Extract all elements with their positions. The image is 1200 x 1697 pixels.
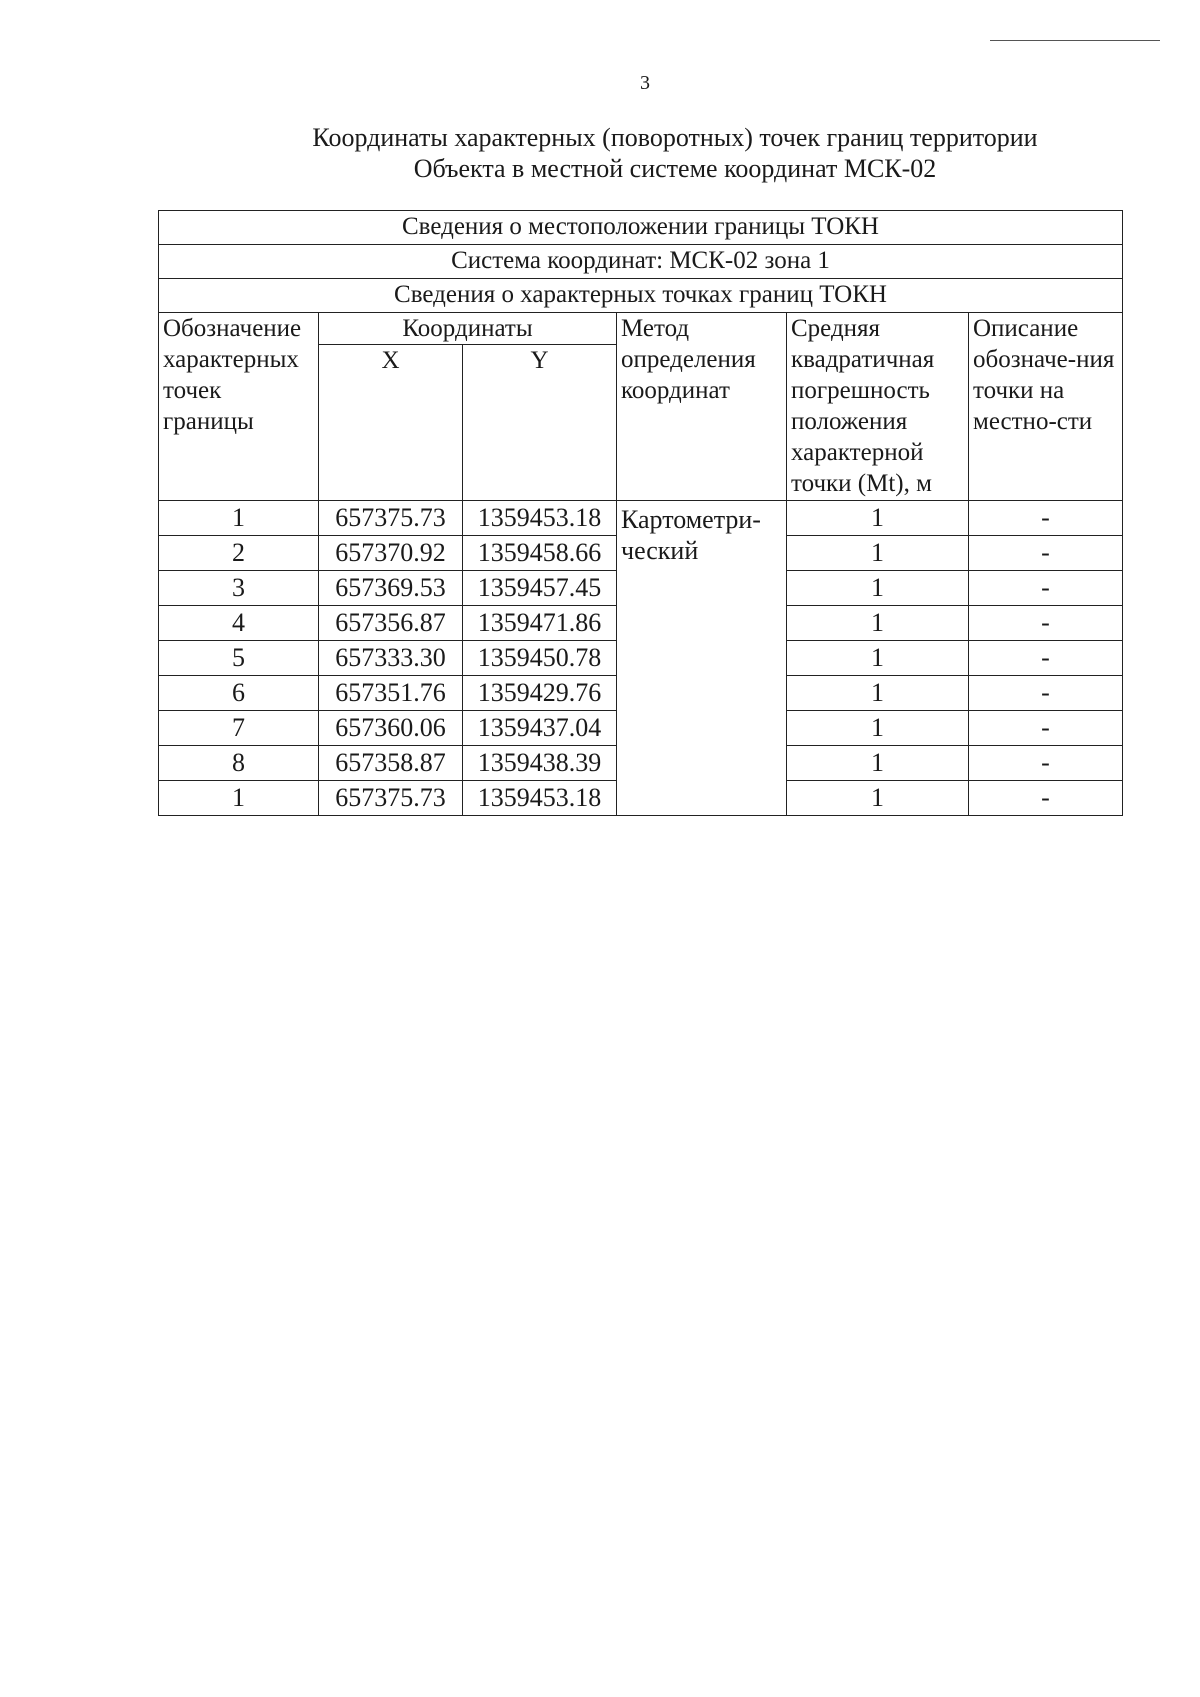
cell-x: 657369.53 [319, 571, 463, 606]
section-title: Сведения о местоположении границы ТОКН [159, 211, 1123, 245]
cell-description: - [969, 746, 1123, 781]
coordinates-table [158, 210, 1123, 816]
cell-x: 657333.30 [319, 641, 463, 676]
header-error: Средняя квадратичная погрешность положения характерной точки (Mt), м [787, 313, 969, 501]
header-description: Описание обозначе-ния точки на местно-сти [969, 313, 1123, 501]
header-designation: Обозначение характерных точек границы [159, 313, 319, 501]
cell-x: 657360.06 [319, 711, 463, 746]
cell-description: - [969, 571, 1123, 606]
cell-error: 1 [787, 746, 969, 781]
cell-y: 1359471.86 [463, 606, 617, 641]
cell-point-number: 2 [159, 536, 319, 571]
cell-x: 657351.76 [319, 676, 463, 711]
cell-y: 1359429.76 [463, 676, 617, 711]
cell-y: 1359450.78 [463, 641, 617, 676]
points-title: Сведения о характерных точках границ ТОКН [159, 279, 1123, 313]
cell-y: 1359437.04 [463, 711, 617, 746]
cell-description: - [969, 606, 1123, 641]
cell-point-number: 8 [159, 746, 319, 781]
header-x: X [319, 345, 463, 501]
cell-description: - [969, 781, 1123, 816]
cell-x: 657375.73 [319, 781, 463, 816]
cell-description: - [969, 676, 1123, 711]
cell-description: - [969, 536, 1123, 571]
cell-x: 657358.87 [319, 746, 463, 781]
coordinates-table-wrap [158, 210, 1122, 816]
cell-error: 1 [787, 676, 969, 711]
table-body [159, 501, 1123, 816]
header-coordinates: Координаты [319, 313, 617, 345]
coord-system: Система координат: МСК-02 зона 1 [159, 245, 1123, 279]
cell-point-number: 1 [159, 781, 319, 816]
cell-description: - [969, 501, 1123, 536]
cell-point-number: 3 [159, 571, 319, 606]
document-title [250, 122, 1100, 184]
cell-y: 1359453.18 [463, 501, 617, 536]
header-method: Метод определения координат [617, 313, 787, 501]
cell-error: 1 [787, 501, 969, 536]
cell-point-number: 4 [159, 606, 319, 641]
cell-error: 1 [787, 711, 969, 746]
cell-y: 1359453.18 [463, 781, 617, 816]
title-line-2: Объекта в местной системе координат МСК-02 [413, 154, 937, 183]
cell-error: 1 [787, 641, 969, 676]
cell-y: 1359458.66 [463, 536, 617, 571]
title-line-1: Координаты характерных (поворотных) точек границ территории [312, 123, 1038, 152]
cell-y: 1359438.39 [463, 746, 617, 781]
cell-error: 1 [787, 571, 969, 606]
cell-x: 657356.87 [319, 606, 463, 641]
table-row [159, 501, 1123, 536]
cell-point-number: 1 [159, 501, 319, 536]
cell-error: 1 [787, 536, 969, 571]
cell-error: 1 [787, 606, 969, 641]
cell-x: 657370.92 [319, 536, 463, 571]
page-number: 3 [640, 72, 650, 94]
cell-error: 1 [787, 781, 969, 816]
cell-method: Картометри-ческий [617, 501, 787, 816]
top-rule [990, 40, 1160, 41]
cell-point-number: 6 [159, 676, 319, 711]
cell-y: 1359457.45 [463, 571, 617, 606]
cell-point-number: 5 [159, 641, 319, 676]
header-y: Y [463, 345, 617, 501]
cell-x: 657375.73 [319, 501, 463, 536]
cell-description: - [969, 711, 1123, 746]
cell-point-number: 7 [159, 711, 319, 746]
cell-description: - [969, 641, 1123, 676]
